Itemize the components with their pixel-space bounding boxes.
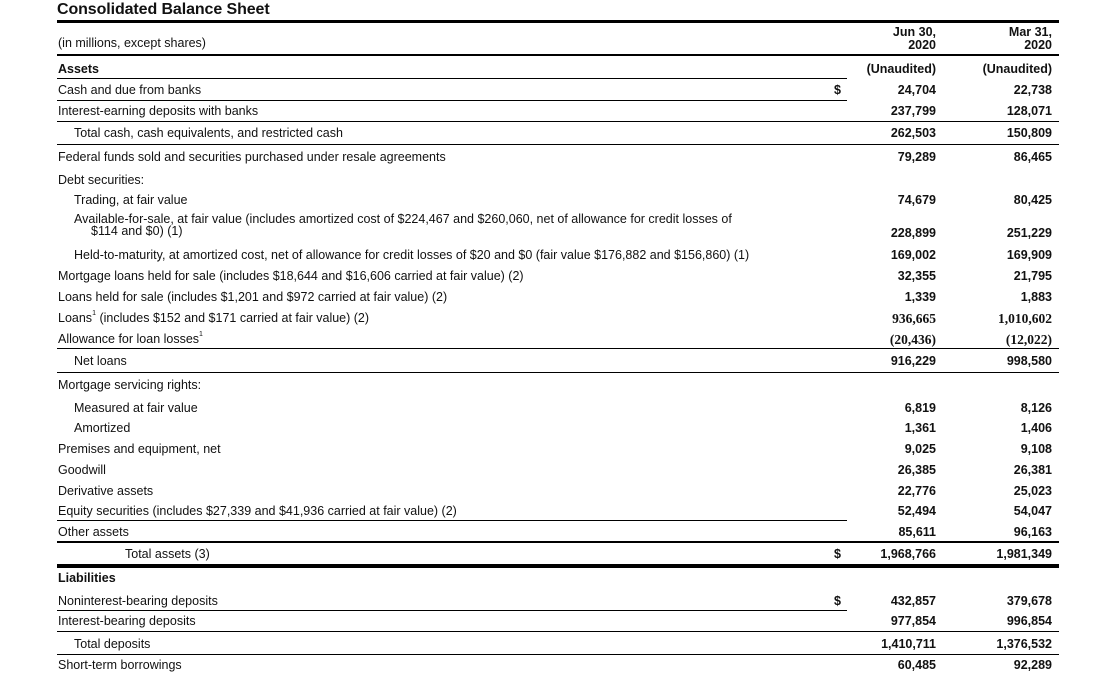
value-mar: 92,289 — [1013, 658, 1052, 672]
row-label: Noninterest-bearing deposits — [58, 594, 218, 608]
value-jun: 1,361 — [904, 421, 936, 435]
row-label: Federal funds sold and securities purchased under resale agreements — [58, 150, 446, 164]
value-jun: 432,857 — [890, 594, 936, 608]
page-title: Consolidated Balance Sheet — [57, 1, 270, 18]
table-row — [0, 123, 1104, 143]
column-header-jun-line2: 2020 — [908, 38, 936, 52]
table-row — [0, 398, 1104, 418]
value-jun: 916,229 — [890, 354, 936, 368]
value-jun: 936,665 — [892, 311, 936, 326]
table-row — [0, 439, 1104, 459]
value-mar: 22,738 — [1013, 83, 1052, 97]
units-note: (in millions, except shares) — [58, 36, 206, 50]
value-mar: 1,981,349 — [996, 547, 1052, 561]
table-row — [0, 418, 1104, 438]
row-label: Other assets — [58, 525, 129, 539]
table-row — [0, 481, 1104, 501]
value-jun: 977,854 — [890, 614, 936, 628]
value-jun: 169,002 — [890, 248, 936, 262]
status-mar: (Unaudited) — [982, 62, 1052, 76]
row-label: Amortized — [74, 421, 131, 435]
row-label: Debt securities: — [58, 173, 145, 187]
divider — [57, 144, 1059, 145]
value-jun: 26,385 — [897, 463, 936, 477]
table-row — [0, 634, 1104, 654]
table-row — [0, 501, 1104, 521]
row-label: Interest-bearing deposits — [58, 614, 196, 628]
table-row — [0, 147, 1104, 167]
value-mar: 86,465 — [1013, 150, 1052, 164]
section-row — [0, 170, 1104, 190]
value-jun: 74,679 — [897, 193, 936, 207]
value-jun: 79,289 — [897, 150, 936, 164]
table-row — [0, 190, 1104, 210]
row-label: Goodwill — [58, 463, 106, 477]
value-jun: 24,704 — [897, 83, 936, 97]
currency-symbol: $ — [834, 547, 841, 561]
value-jun: 22,776 — [897, 484, 936, 498]
value-jun: 6,819 — [904, 401, 936, 415]
row-label: Mortgage servicing rights: — [58, 378, 202, 392]
value-mar: 80,425 — [1013, 193, 1052, 207]
value-mar: 1,376,532 — [996, 637, 1052, 651]
value-mar: 251,229 — [1006, 226, 1052, 240]
value-mar: 8,126 — [1020, 401, 1052, 415]
value-mar: 1,010,602 — [998, 311, 1052, 326]
value-jun: 262,503 — [890, 126, 936, 140]
divider — [57, 520, 847, 521]
divider — [57, 348, 1059, 349]
value-jun: (20,436) — [889, 332, 936, 347]
column-header-jun-line1: Jun 30, — [892, 25, 936, 39]
currency-symbol: $ — [834, 83, 841, 97]
title-rule — [57, 20, 1059, 23]
table-row — [0, 329, 1104, 349]
divider — [57, 541, 1059, 543]
table-row — [0, 245, 1104, 265]
row-label-line2: $114 and $0) (1) — [91, 224, 183, 238]
table-row — [0, 591, 1104, 611]
row-label: Total deposits — [74, 637, 151, 651]
row-label: Interest-earning deposits with banks — [58, 104, 259, 118]
column-header-mar-line2: 2020 — [1024, 38, 1052, 52]
value-mar: 26,381 — [1013, 463, 1052, 477]
table-row — [0, 101, 1104, 121]
row-label — [58, 311, 369, 325]
value-jun: 1,968,766 — [880, 547, 936, 561]
column-header-mar-line1: Mar 31, — [1008, 25, 1052, 39]
table-row — [0, 287, 1104, 307]
value-jun: 1,410,711 — [881, 637, 936, 651]
row-label: Measured at fair value — [74, 401, 198, 415]
value-jun: 52,494 — [897, 504, 936, 518]
value-jun: 1,339 — [904, 290, 936, 304]
liabilities-heading-row — [0, 568, 1104, 588]
liabilities-heading: Liabilities — [58, 571, 116, 585]
row-label: Cash and due from banks — [58, 83, 202, 97]
assets-heading-row — [0, 59, 1104, 79]
row-label: Derivative assets — [58, 484, 154, 498]
section-row — [0, 375, 1104, 395]
value-jun: 60,485 — [897, 658, 936, 672]
row-label-line1: Available-for-sale, at fair value (includes amortized cost of $224,467 and $260,060, net of allowance for credit losses of — [74, 212, 732, 226]
table-row — [0, 460, 1104, 480]
table-row — [0, 266, 1104, 286]
footnote-marker: 1 — [199, 331, 203, 338]
row-label: Equity securities (includes $27,339 and $41,936 carried at fair value) (2) — [58, 504, 457, 518]
value-mar: 379,678 — [1006, 594, 1052, 608]
footnote-marker: 1 — [92, 310, 96, 317]
value-mar: 1,406 — [1020, 421, 1052, 435]
header-rule — [57, 54, 1059, 56]
value-jun: 85,611 — [898, 525, 936, 539]
row-label: Loans held for sale (includes $1,201 and $972 carried at fair value) (2) — [58, 290, 448, 304]
row-label — [74, 213, 732, 237]
divider — [57, 372, 1059, 373]
value-jun: 32,355 — [897, 269, 936, 283]
row-label-detail: (includes $152 and $171 carried at fair value) (2) — [95, 311, 370, 325]
row-label: Short-term borrowings — [58, 658, 182, 672]
row-label: Net loans — [74, 354, 127, 368]
total-row — [0, 544, 1104, 564]
value-mar: (12,022) — [1005, 332, 1052, 347]
value-mar: 21,795 — [1013, 269, 1052, 283]
value-mar: 169,909 — [1006, 248, 1052, 262]
divider — [57, 121, 1059, 122]
value-mar: 996,854 — [1006, 614, 1052, 628]
row-label: Premises and equipment, net — [58, 442, 221, 456]
status-jun: (Unaudited) — [866, 62, 936, 76]
value-mar: 150,809 — [1006, 126, 1052, 140]
row-label: Mortgage loans held for sale (includes $18,644 and $16,606 carried at fair value) (2) — [58, 269, 524, 283]
row-label-main: Allowance for loan losses — [58, 332, 200, 346]
table-row — [0, 522, 1104, 542]
table-row — [0, 655, 1104, 675]
table-row — [0, 211, 1104, 243]
value-mar: 128,071 — [1006, 104, 1052, 118]
row-label — [58, 332, 203, 346]
table-row — [0, 80, 1104, 100]
value-mar: 25,023 — [1013, 484, 1052, 498]
value-mar: 998,580 — [1006, 354, 1052, 368]
divider — [57, 631, 1059, 632]
row-label: Held-to-maturity, at amortized cost, net of allowance for credit losses of $20 and $0 (fair value $176,882 and $156,860) (1) — [74, 248, 750, 262]
value-jun: 9,025 — [904, 442, 936, 456]
units-row — [0, 33, 1104, 53]
row-label-main: Loans — [58, 311, 93, 325]
currency-symbol: $ — [834, 594, 841, 608]
value-jun: 228,899 — [890, 226, 936, 240]
table-row — [0, 308, 1104, 328]
row-label: Total cash, cash equivalents, and restricted cash — [74, 126, 343, 140]
value-mar: 96,163 — [1013, 525, 1052, 539]
assets-heading: Assets — [58, 62, 99, 76]
divider — [57, 78, 847, 79]
value-mar: 54,047 — [1013, 504, 1052, 518]
row-label: Trading, at fair value — [74, 193, 188, 207]
value-mar: 1,883 — [1020, 290, 1052, 304]
value-jun: 237,799 — [890, 104, 936, 118]
table-row — [0, 611, 1104, 631]
value-mar: 9,108 — [1020, 442, 1052, 456]
row-label: Total assets (3) — [125, 547, 210, 561]
table-row — [0, 351, 1104, 371]
